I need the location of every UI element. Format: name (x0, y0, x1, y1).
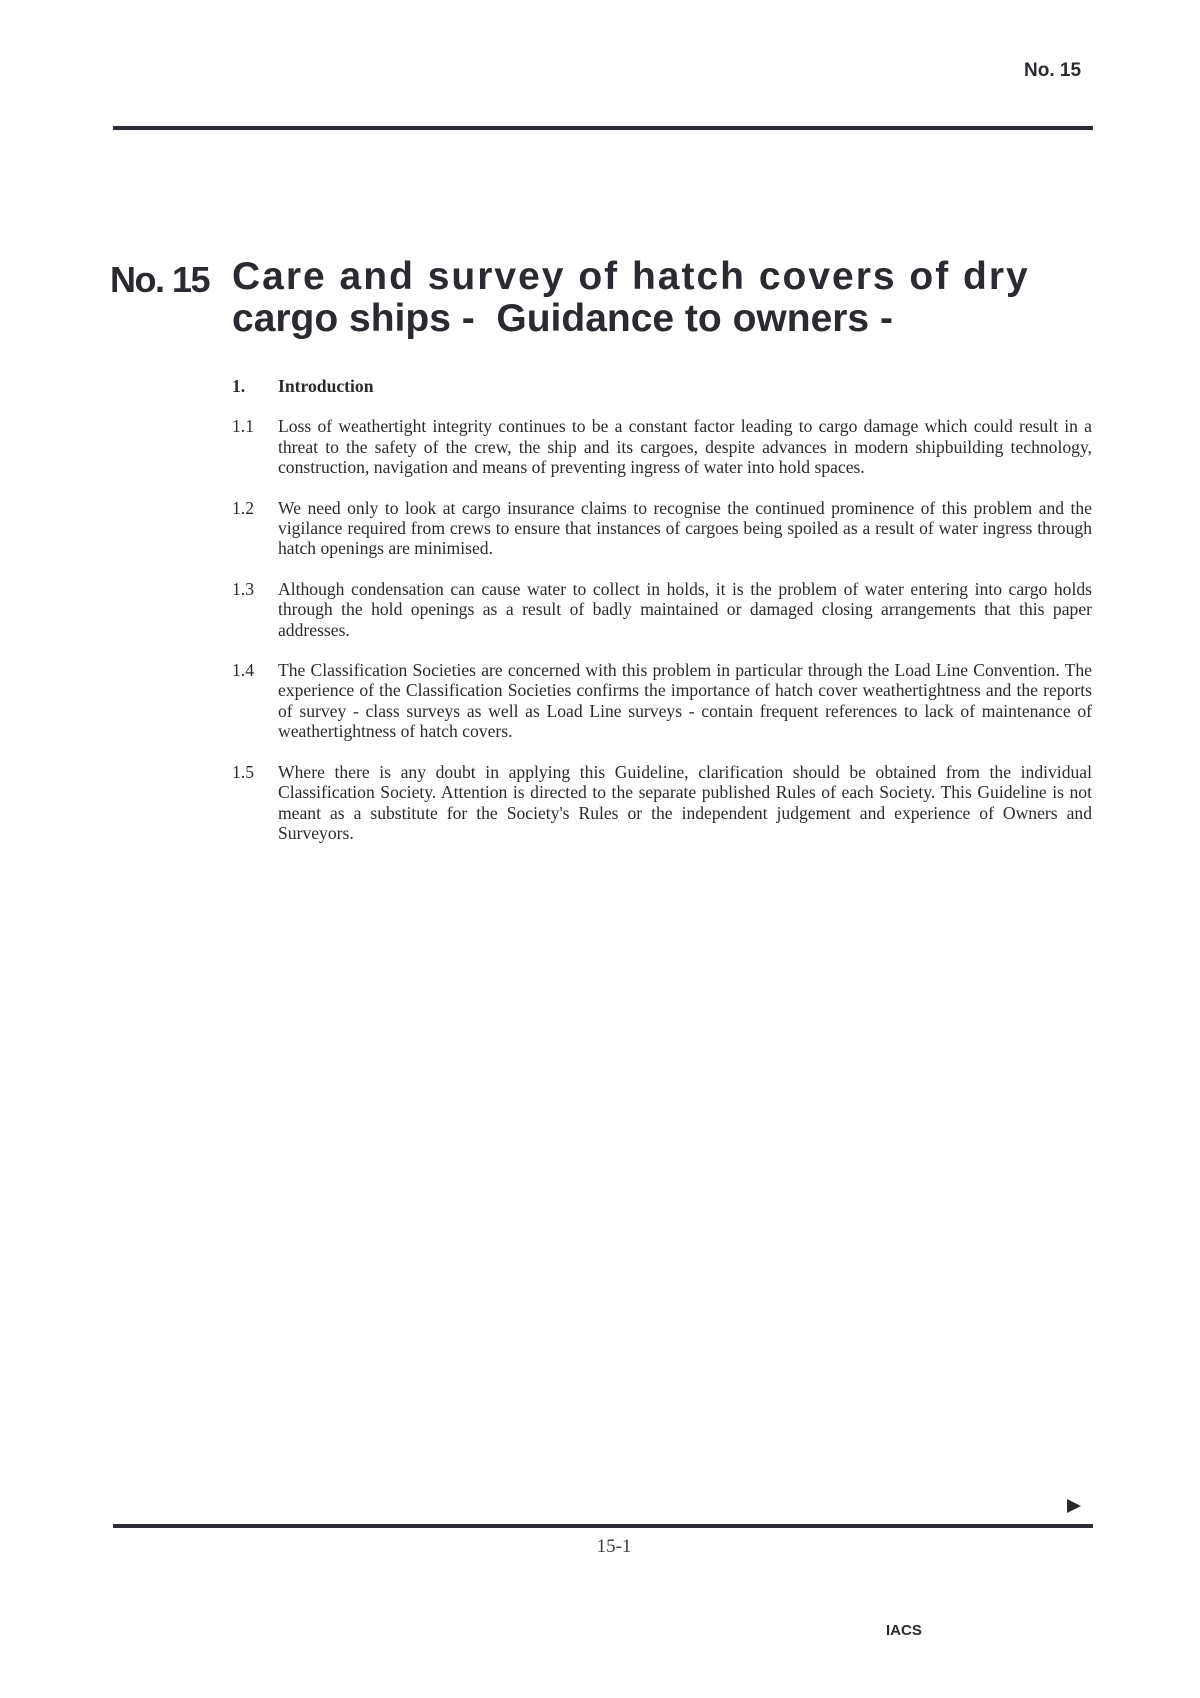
document-body (232, 376, 1092, 863)
paragraph-number: 1.5 (232, 761, 254, 782)
paragraph-text: The Classification Societies are concerned with this problem in particular through the Load Line Convention. The experience of the Classification Societies confirms the importance of hatch cover weathertightness and the reports of survey - class surveys as well as Load Line surveys - contain frequent references to lack of maintenance of weathertightness of hatch covers. (278, 660, 1092, 742)
title-line-2: cargo ships - Guidance to owners - (232, 297, 893, 340)
title-line-1: Care and survey of hatch covers of dry (232, 255, 1030, 298)
paragraph-text: Although condensation can cause water to collect in holds, it is the problem of water entering into cargo holds through the hold openings as a result of badly maintained or damaged closing arrangements that this paper addresses. (278, 578, 1092, 640)
section-number: 1. (232, 376, 246, 396)
paragraph-number: 1.3 (232, 578, 254, 599)
paragraph-1-3 (232, 579, 1092, 640)
paragraph-1-2 (232, 498, 1092, 559)
paragraph-number: 1.4 (232, 660, 254, 681)
section-title: Introduction (278, 376, 374, 396)
footer-rule (113, 1524, 1093, 1528)
title-text (232, 256, 1102, 340)
page-number: 15-1 (596, 1536, 632, 1557)
paragraph-number: 1.2 (232, 497, 254, 518)
paragraph-1-5 (232, 762, 1092, 844)
paragraph-1-4 (232, 660, 1092, 742)
paragraph-1-1 (232, 416, 1092, 477)
header-doc-number: No. 15 (1024, 60, 1082, 81)
title-number: No. 15 (110, 259, 210, 300)
paragraph-number: 1.1 (232, 416, 254, 437)
paragraph-text: We need only to look at cargo insurance claims to recognise the continued prominence of this problem and the vigilance required from crews to ensure that instances of cargoes being spoiled as a result of water ingress through hatch openings are minimised. (278, 497, 1092, 559)
paragraph-text: Loss of weathertight integrity continues to be a constant factor leading to cargo damage which could result in a threat to the safety of the crew, the ship and its cargoes, despite advances in modern shipbuilding technology, construction, navigation and means of preventing ingress of water into hold spaces. (278, 416, 1092, 478)
section-heading (232, 376, 1092, 396)
next-page-arrow-icon[interactable] (1067, 1499, 1081, 1513)
paragraph-text: Where there is any doubt in applying this Guideline, clarification should be obtained from the individual Classification Society. Attention is directed to the separate published Rules of each Society. This Guideline is not meant as a substitute for the Society's Rules or the independent judgement and experience of Owners and Surveyors. (278, 761, 1092, 843)
header-rule (113, 126, 1093, 130)
footer-organization: IACS (886, 1622, 922, 1639)
